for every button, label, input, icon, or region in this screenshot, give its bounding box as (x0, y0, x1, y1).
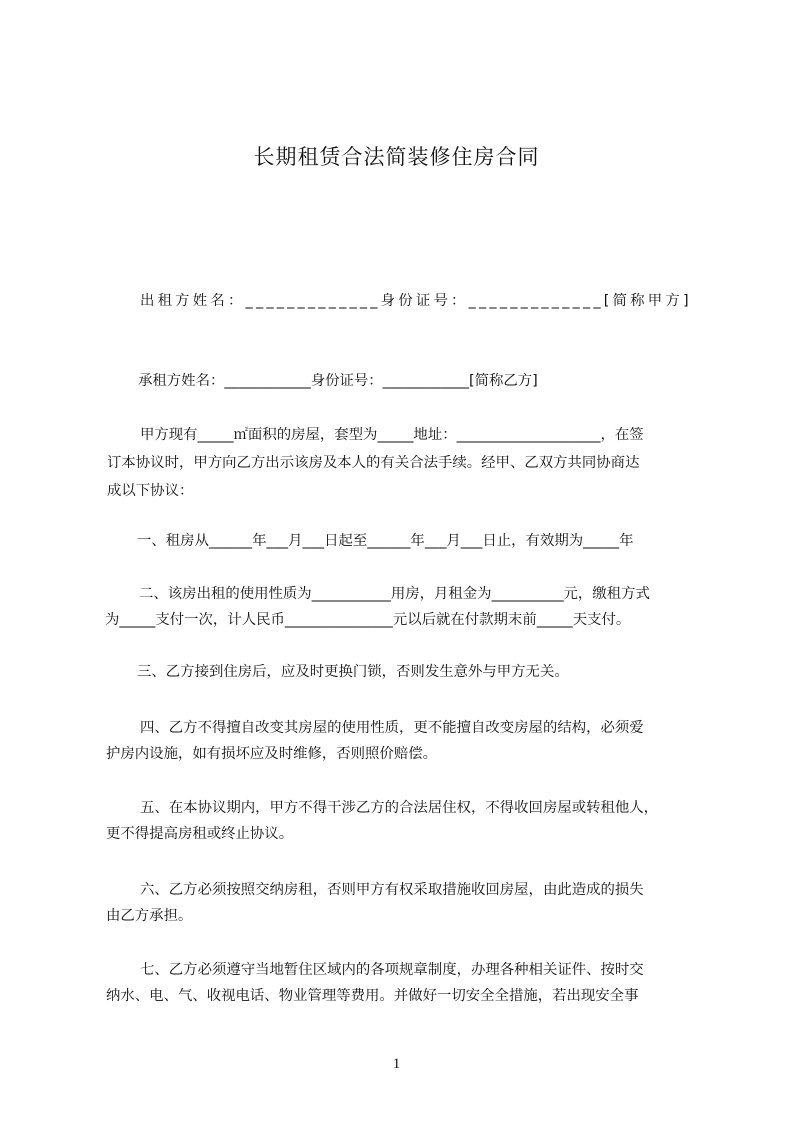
document-title: 长期租赁合法简装修住房合同 (253, 145, 540, 169)
lessee-name-line: 承租方姓名：____________身份证号：____________[简称乙方] (138, 373, 538, 389)
intro-paragraph-line-1: 甲方现有_____㎡面积的房屋，套型为_____地址：____________________，在签 (140, 427, 644, 443)
clause-6-line-2: 由乙方承担。 (106, 908, 193, 924)
clause-1-line-1: 一、租房从______年___月___日起至______年___月___日止，有效期为_____年 (137, 533, 634, 549)
clause-3-line-1: 三、乙方接到住房后，应及时更换门锁，否则发生意外与甲方无关。 (137, 664, 569, 680)
clause-4-line-2: 护房内设施，如有损坏应及时维修，否则照价赔偿。 (106, 746, 437, 762)
clause-5-line-2: 更不得提高房租或终止协议。 (106, 826, 294, 842)
clause-7-line-1: 七、乙方必须遵守当地暂住区域内的各项规章制度，办理各种相关证件、按时交 (140, 962, 644, 978)
clause-7-line-2: 纳水、电、气、收视电话、物业管理等费用。并做好一切安全全措施，若出现安全事 (106, 988, 639, 1004)
intro-paragraph-line-2: 订本协议时，甲方向乙方出示该房及本人的有关合法手续。经甲、乙双方共同协商达 (107, 455, 640, 471)
clause-4-line-1: 四、乙方不得擅自改变其房屋的使用性质，更不能擅自改变房屋的结构，必须爱 (140, 720, 644, 736)
clause-5-line-1: 五、在本协议期内，甲方不得干涉乙方的合法居住权，不得收回房屋或转租他人， (140, 800, 659, 816)
page-number: 1 (392, 1056, 401, 1072)
clause-2-line-1: 二、该房出租的使用性质为___________用房，月租金为__________元，缴租方式 (139, 586, 650, 602)
lessor-name-line: 出租方姓名：_____________身份证号：_____________[简称甲方] (140, 293, 692, 309)
intro-paragraph-line-3: 成以下协议： (107, 483, 194, 499)
clause-6-line-1: 六、乙方必须按照交纳房租，否则甲方有权采取措施收回房屋，由此造成的损失 (140, 882, 644, 898)
clause-2-line-2: 为_____支付一次，计人民币_______________元以后就在付款期末前_____天支付。 (105, 612, 631, 628)
